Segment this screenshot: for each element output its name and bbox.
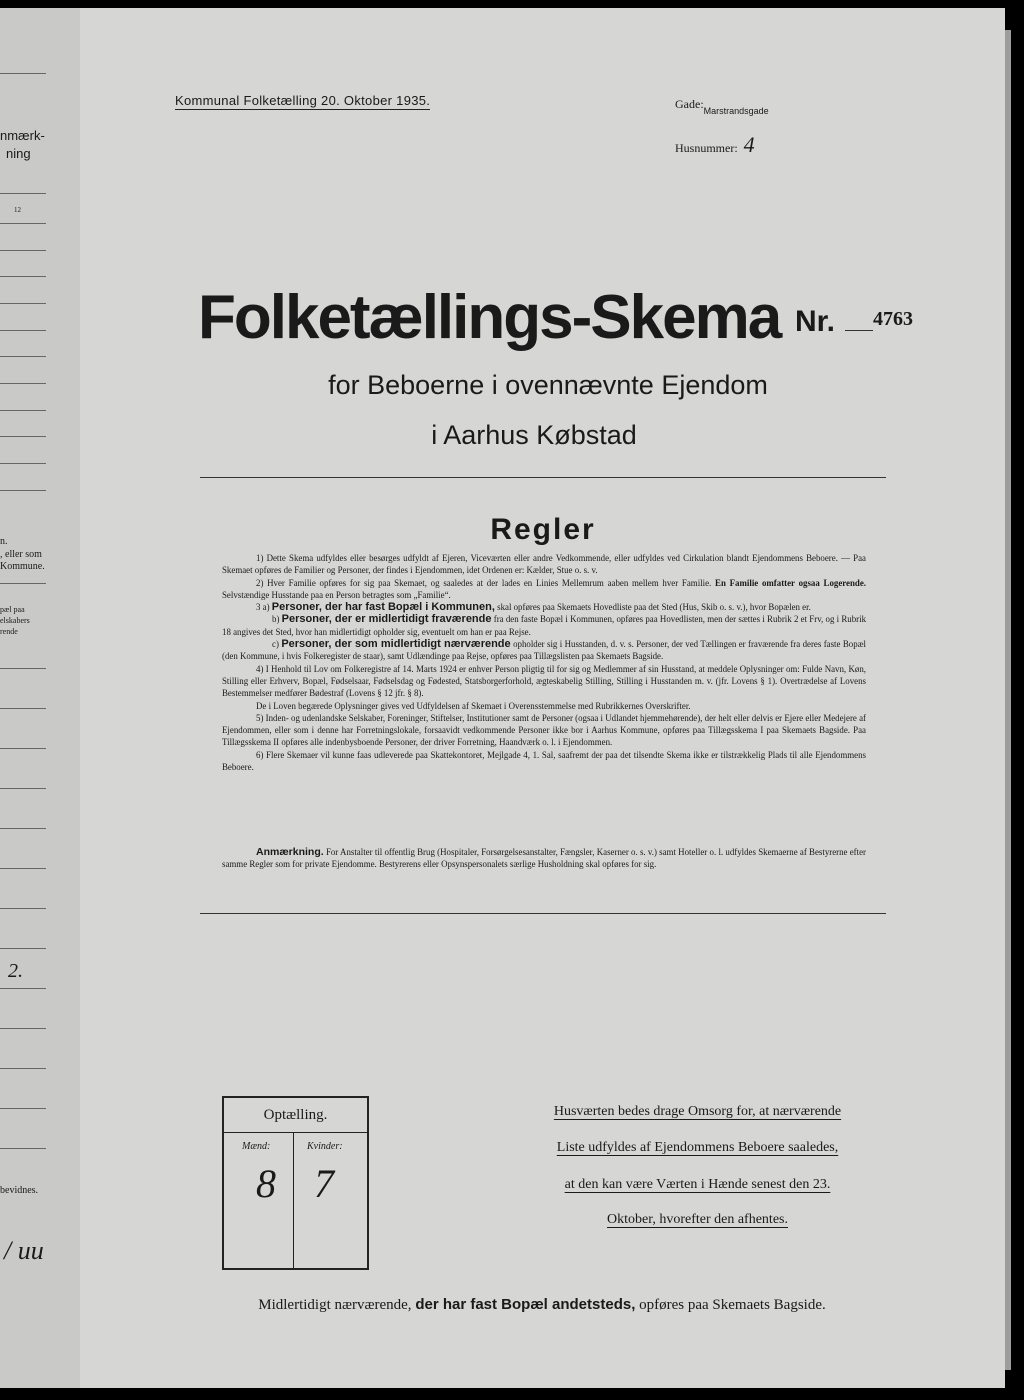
left-page-text: pæl paa	[0, 605, 25, 614]
form-subtitle: for Beboerne i ovennævnte Ejendom	[328, 370, 768, 400]
street-field	[675, 97, 769, 116]
left-page-text: rende	[0, 627, 18, 636]
women-count: 7	[314, 1161, 334, 1206]
men-count: 8	[256, 1161, 276, 1206]
divider	[200, 913, 886, 914]
left-page-text: Kommune.	[0, 561, 45, 572]
left-page-header: nmærk-	[0, 128, 45, 143]
footer-bold: der har fast Bopæl andetsteds,	[415, 1296, 636, 1313]
street-value: Marstrandsgade	[703, 106, 769, 116]
notice-line: Liste udfyldes af Ejendommens Beboere saaledes,	[556, 1140, 839, 1155]
left-page-signature: / uu	[4, 1236, 44, 1265]
left-page-rule	[0, 250, 46, 251]
rule-2	[222, 577, 866, 602]
left-page-rule	[0, 748, 46, 749]
left-page-rule	[0, 1028, 46, 1029]
remark-paragraph	[222, 846, 866, 871]
left-page-rule	[0, 908, 46, 909]
left-page-rule	[0, 223, 46, 224]
rule-3b-number: b)	[272, 614, 280, 625]
left-page-rule	[0, 668, 46, 669]
left-page-rule	[0, 193, 46, 194]
left-page-rule	[0, 1108, 46, 1109]
rule-3b-bold: Personer, der er midlertidigt fraværende	[281, 613, 492, 626]
left-page-rule	[0, 1148, 46, 1149]
left-page-text: n.	[0, 536, 8, 547]
remark-label: Anmærkning.	[256, 846, 324, 858]
women-label: Kvinder:	[307, 1141, 343, 1152]
notice-line: Husværten bedes drage Omsorg for, at nærværende	[553, 1104, 842, 1119]
rule-1: 1) Dette Skema udfyldes eller besørges udfyldt af Ejeren, Viceværten eller andre Vedkommende, eller udfyldes ved Cirkulation blandt Ejendommens Beboere. — Paa Skemaet opføres de Familier og Personer, der findes i Ejendommen, idet Ordenen er: Kælder, Stue o. s. v.	[222, 553, 866, 576]
left-page-rule	[0, 73, 46, 74]
form-title: Folketællings-Skema	[198, 283, 781, 352]
left-page-rule	[0, 463, 46, 464]
left-page-rule	[0, 948, 46, 949]
form-number-underline	[845, 330, 873, 331]
remark-body: For Anstalter til offentlig Brug (Hospitaler, Forsørgelsesanstalter, Fængsler, Kaserner o. s. v.) samt Hoteller o. l. udfyldes Skemaerne af Bestyrerne efter samme Regler som for private Ejendomme. Bestyrerens eller Opsynspersonalets særlige Husholdning skal opføres for sig.	[222, 847, 866, 870]
rule-4b: De i Loven begærede Oplysninger gives ved Udfyldelsen af Skemaet i Overensstemmelse med Rubrikkernes Overskrifter.	[256, 700, 691, 711]
notice-line: at den kan være Værten i Hænde senest den 23.	[564, 1177, 831, 1192]
remark-text	[222, 846, 866, 871]
notice-line: Oktober, hvorefter den afhentes.	[607, 1212, 788, 1227]
rule-5: 5) Inden- og udenlandske Selskaber, Foreninger, Stiftelser, Institutioner samt de Personer (ogsaa i Udlandet hjemmehørende), der helt eller delvis er Ejere eller Medejere af Ejendommen, eller som i denne har Forretningslokale, forsaavidt vedkommende Personer ikke bor i Aarhus Kommune, opføres paa Tillægsskema I paa Skemaets Bagside. Paa Tillægsskema II opføres alle indenbysboende Personer, der driver Forretning, Haandværk o. l. i Ejendommen.	[222, 712, 866, 748]
left-page-text: elskabers	[0, 616, 30, 625]
left-page-rule	[0, 868, 46, 869]
form-subtitle-city: i Aarhus Købstad	[431, 420, 637, 450]
divider	[200, 477, 886, 478]
left-page-rule	[0, 1068, 46, 1069]
count-divider	[293, 1132, 294, 1268]
left-page-rule	[0, 330, 46, 331]
footer-text: Midlertidigt nærværende,	[258, 1297, 412, 1313]
rule-3a-number: 3 a)	[256, 602, 270, 613]
rule-2-text-2: Selvstændige Husstande paa en Person betragtes som „Familie“.	[222, 589, 451, 600]
count-title: Optælling.	[224, 1098, 367, 1133]
left-page-rule	[0, 708, 46, 709]
count-box	[222, 1096, 369, 1270]
left-facing-page	[0, 8, 83, 1388]
left-page-header: ning	[6, 146, 31, 161]
house-number-label: Husnummer:	[675, 141, 738, 155]
footer-note	[0, 1296, 1024, 1314]
rule-3c-number: c)	[272, 639, 279, 650]
left-page-rule	[0, 356, 46, 357]
left-page-rule	[0, 276, 46, 277]
rule-3a-bold: Personer, der har fast Bopæl i Kommunen,	[271, 601, 495, 614]
left-page-rule	[0, 988, 46, 989]
rule-3a	[222, 601, 866, 613]
left-page-rule	[0, 583, 46, 584]
rule-2-bold: En Familie omfatter ogsaa Logerende.	[715, 577, 867, 588]
left-page-rule	[0, 788, 46, 789]
rule-4: 4) I Henhold til Lov om Folkeregistre af 14. Marts 1924 er enhver Person pligtig til for sig og Medlemmer af sin Husstand, at meddele Oplysninger om: Fulde Navn, Køn, Stilling eller Erhverv, Bopæl, Fødselsaar, Fødselsdag og Fødested, Statsborgerforhold, ægteskabelig Stilling, Stilling i Husstanden m. v. (jfr. Lovens § 1). Overtrædelse af Lovens Bestemmelser medfører Bødestraf (Lovens § 12 jfr. § 8).	[222, 663, 866, 699]
left-page-rule	[0, 303, 46, 304]
left-page-rule	[0, 490, 46, 491]
rule-3b-text: fra den faste Bopæl i Kommunen, opføres paa Hovedlisten, men der sættes i Rubrik 2 et Frv, og i Rubrik 18 angives det Sted, hvor han midlertidigt opholder sig, eventuelt om han er paa Rejse.	[222, 614, 867, 637]
rule-3c	[222, 638, 866, 663]
footer-text-end: opføres paa Skemaets Bagside.	[639, 1297, 826, 1313]
rule-2-text: 2) Hver Familie opføres for sig paa Skemaet, og saaledes at der lades en Linies Mellemrum aaben mellem hver Familie.	[256, 577, 712, 588]
rule-3c-text: opholder sig i Husstanden, d. v. s. Personer, der ved Tællingen er fraværende fra deres faste Bopæl (den Kommune, i hvis Folkeregister de staar), samt Udlændinge paa Rejse, opføres paa Tillægslisten paa Skemaets Bagside.	[222, 639, 867, 662]
rules-heading: Regler	[490, 513, 596, 546]
house-number-value: 4	[743, 132, 755, 157]
left-page-text: bevidnes.	[0, 1185, 39, 1196]
left-page-rule	[0, 828, 46, 829]
left-page-rule	[0, 410, 46, 411]
men-label: Mænd:	[242, 1141, 271, 1152]
census-header: Kommunal Folketælling 20. Oktober 1935.	[175, 93, 431, 108]
rules-text	[222, 552, 866, 773]
left-page-handwriting: 2.	[8, 960, 23, 982]
form-number-label: Nr.	[795, 305, 836, 338]
street-label: Gade:	[675, 97, 704, 111]
rule-3b	[222, 613, 866, 638]
rule-6: 6) Flere Skemaer vil kunne faas udleverede paa Skattekontoret, Mejlgade 4, 1. Sal, saafremt der paa det tilsendte Skema ikke er tilstrækkelig Plads til alle Ejendommens Beboere.	[222, 749, 866, 773]
house-number-field	[675, 132, 755, 158]
form-number: 4763	[873, 308, 913, 330]
left-page-column-number: 12	[14, 206, 21, 214]
rule-3a-text: skal opføres paa Skemaets Hovedliste paa det Sted (Hus, Skib o. s. v.), hvor Bopælen er.	[497, 602, 811, 613]
page-edge	[1005, 30, 1011, 1370]
rule-3c-bold: Personer, der som midlertidigt nærværende	[281, 638, 511, 651]
left-page-text: , eller som	[0, 549, 42, 560]
